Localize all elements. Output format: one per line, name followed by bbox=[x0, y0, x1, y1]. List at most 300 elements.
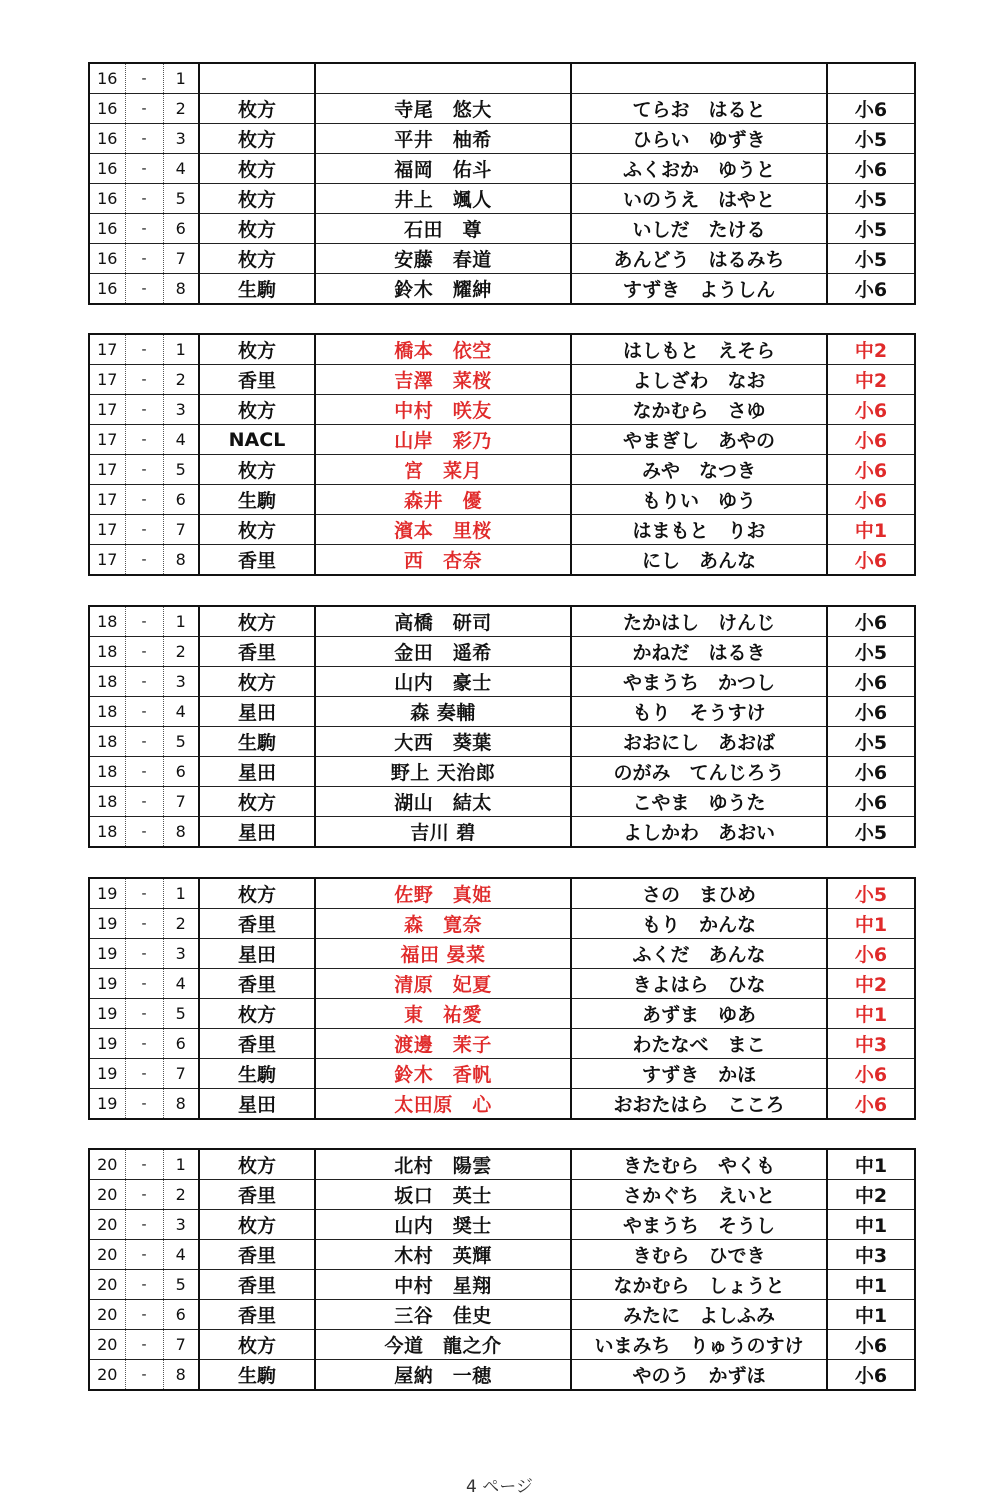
dash-cell: - bbox=[125, 939, 163, 969]
dash-cell: - bbox=[125, 667, 163, 697]
grade-cell: 小5 bbox=[827, 637, 915, 667]
name-cell: 平井 柚希 bbox=[315, 124, 571, 154]
team-cell bbox=[199, 63, 315, 94]
dash-cell: - bbox=[125, 244, 163, 274]
lane-number-cell: 2 bbox=[163, 909, 199, 939]
name-cell: 中村 咲友 bbox=[315, 395, 571, 425]
team-cell: 生駒 bbox=[199, 727, 315, 757]
table-row bbox=[89, 1089, 915, 1120]
heat-number-cell: 17 bbox=[89, 365, 125, 395]
table-row bbox=[89, 334, 915, 365]
team-cell: 枚方 bbox=[199, 94, 315, 124]
name-cell: 坂口 英士 bbox=[315, 1180, 571, 1210]
kana-cell: もりい ゆう bbox=[571, 485, 827, 515]
kana-cell: やまうち そうし bbox=[571, 1210, 827, 1240]
grade-cell: 小5 bbox=[827, 214, 915, 244]
name-cell: 山内 奨士 bbox=[315, 1210, 571, 1240]
kana-cell: いしだ たける bbox=[571, 214, 827, 244]
heat-number-cell: 16 bbox=[89, 244, 125, 274]
kana-cell: なかむら しょうと bbox=[571, 1270, 827, 1300]
kana-cell: やのう かずほ bbox=[571, 1360, 827, 1391]
grade-cell: 小5 bbox=[827, 184, 915, 214]
heat-number-cell: 16 bbox=[89, 94, 125, 124]
team-cell: 香里 bbox=[199, 365, 315, 395]
lane-number-cell: 7 bbox=[163, 787, 199, 817]
dash-cell: - bbox=[125, 1059, 163, 1089]
heat-number-cell: 17 bbox=[89, 545, 125, 576]
team-cell: 香里 bbox=[199, 1180, 315, 1210]
name-cell: 大西 葵葉 bbox=[315, 727, 571, 757]
grade-cell: 小6 bbox=[827, 606, 915, 637]
heat-number-cell: 19 bbox=[89, 1059, 125, 1089]
table-row bbox=[89, 1330, 915, 1360]
heat-table-18 bbox=[88, 605, 916, 848]
team-cell: 生駒 bbox=[199, 1059, 315, 1089]
lane-number-cell: 1 bbox=[163, 63, 199, 94]
dash-cell: - bbox=[125, 999, 163, 1029]
lane-number-cell: 3 bbox=[163, 124, 199, 154]
lane-number-cell: 8 bbox=[163, 274, 199, 305]
dash-cell: - bbox=[125, 1210, 163, 1240]
heat-number-cell: 17 bbox=[89, 425, 125, 455]
name-cell: 福岡 佑斗 bbox=[315, 154, 571, 184]
kana-cell: すずき ようしん bbox=[571, 274, 827, 305]
heat-number-cell: 18 bbox=[89, 757, 125, 787]
table-row bbox=[89, 817, 915, 848]
name-cell: 安藤 春道 bbox=[315, 244, 571, 274]
grade-cell: 中1 bbox=[827, 909, 915, 939]
team-cell: 香里 bbox=[199, 1270, 315, 1300]
team-cell: 星田 bbox=[199, 757, 315, 787]
lane-number-cell: 3 bbox=[163, 667, 199, 697]
team-cell: 枚方 bbox=[199, 787, 315, 817]
team-cell: 枚方 bbox=[199, 515, 315, 545]
kana-cell: はまもと りお bbox=[571, 515, 827, 545]
grade-cell: 小6 bbox=[827, 757, 915, 787]
dash-cell: - bbox=[125, 1270, 163, 1300]
dash-cell: - bbox=[125, 1300, 163, 1330]
kana-cell: たかはし けんじ bbox=[571, 606, 827, 637]
grade-cell: 小6 bbox=[827, 485, 915, 515]
heat-number-cell: 20 bbox=[89, 1300, 125, 1330]
name-cell: 吉川 碧 bbox=[315, 817, 571, 848]
lane-number-cell: 5 bbox=[163, 455, 199, 485]
table-row bbox=[89, 757, 915, 787]
table-row bbox=[89, 365, 915, 395]
dash-cell: - bbox=[125, 727, 163, 757]
name-cell: 野上 天治郎 bbox=[315, 757, 571, 787]
name-cell: 渡邊 茉子 bbox=[315, 1029, 571, 1059]
heat-number-cell: 17 bbox=[89, 395, 125, 425]
heat-table-17 bbox=[88, 333, 916, 576]
name-cell: 宮 菜月 bbox=[315, 455, 571, 485]
table-row bbox=[89, 1270, 915, 1300]
heat-number-cell: 19 bbox=[89, 939, 125, 969]
lane-number-cell: 3 bbox=[163, 1210, 199, 1240]
lane-number-cell: 2 bbox=[163, 1180, 199, 1210]
name-cell: 井上 颯人 bbox=[315, 184, 571, 214]
team-cell: 香里 bbox=[199, 545, 315, 576]
heat-number-cell: 16 bbox=[89, 274, 125, 305]
lane-number-cell: 7 bbox=[163, 1330, 199, 1360]
team-cell: 星田 bbox=[199, 1089, 315, 1120]
kana-cell: きむら ひでき bbox=[571, 1240, 827, 1270]
kana-cell: なかむら さゆ bbox=[571, 395, 827, 425]
team-cell: 星田 bbox=[199, 817, 315, 848]
heat-number-cell: 17 bbox=[89, 455, 125, 485]
heat-number-cell: 18 bbox=[89, 606, 125, 637]
heat-table-20 bbox=[88, 1148, 916, 1391]
kana-cell: やまうち かつし bbox=[571, 667, 827, 697]
kana-cell: みや なつき bbox=[571, 455, 827, 485]
lane-number-cell: 5 bbox=[163, 184, 199, 214]
dash-cell: - bbox=[125, 1029, 163, 1059]
grade-cell: 小6 bbox=[827, 274, 915, 305]
team-cell: 香里 bbox=[199, 1029, 315, 1059]
kana-cell: ふくおか ゆうと bbox=[571, 154, 827, 184]
table-row bbox=[89, 787, 915, 817]
dash-cell: - bbox=[125, 154, 163, 184]
lane-number-cell: 6 bbox=[163, 485, 199, 515]
lane-number-cell: 4 bbox=[163, 425, 199, 455]
grade-cell: 小6 bbox=[827, 94, 915, 124]
table-row bbox=[89, 1210, 915, 1240]
lane-number-cell: 8 bbox=[163, 1360, 199, 1391]
kana-cell: よしざわ なお bbox=[571, 365, 827, 395]
table-row bbox=[89, 1059, 915, 1089]
team-cell: 香里 bbox=[199, 1240, 315, 1270]
table-row bbox=[89, 94, 915, 124]
team-cell: 枚方 bbox=[199, 1149, 315, 1180]
team-cell: 生駒 bbox=[199, 274, 315, 305]
grade-cell: 小6 bbox=[827, 1089, 915, 1120]
name-cell: 湖山 結太 bbox=[315, 787, 571, 817]
dash-cell: - bbox=[125, 214, 163, 244]
dash-cell: - bbox=[125, 909, 163, 939]
heat-number-cell: 18 bbox=[89, 697, 125, 727]
lane-number-cell: 8 bbox=[163, 817, 199, 848]
grade-cell: 中2 bbox=[827, 334, 915, 365]
lane-number-cell: 7 bbox=[163, 1059, 199, 1089]
lane-number-cell: 6 bbox=[163, 1300, 199, 1330]
grade-cell: 小6 bbox=[827, 1059, 915, 1089]
heat-number-cell: 20 bbox=[89, 1240, 125, 1270]
heat-number-cell: 19 bbox=[89, 1089, 125, 1120]
heat-number-cell: 20 bbox=[89, 1360, 125, 1391]
kana-cell: やまぎし あやの bbox=[571, 425, 827, 455]
lane-number-cell: 1 bbox=[163, 334, 199, 365]
kana-cell: ひらい ゆずき bbox=[571, 124, 827, 154]
grade-cell: 中1 bbox=[827, 1270, 915, 1300]
table-row bbox=[89, 154, 915, 184]
kana-cell: わたなべ まこ bbox=[571, 1029, 827, 1059]
table-row bbox=[89, 214, 915, 244]
dash-cell: - bbox=[125, 697, 163, 727]
table-row bbox=[89, 455, 915, 485]
kana-cell: ふくだ あんな bbox=[571, 939, 827, 969]
dash-cell: - bbox=[125, 878, 163, 909]
table-row bbox=[89, 515, 915, 545]
grade-cell: 小6 bbox=[827, 545, 915, 576]
dash-cell: - bbox=[125, 606, 163, 637]
heat-number-cell: 17 bbox=[89, 515, 125, 545]
grade-cell: 中1 bbox=[827, 1149, 915, 1180]
team-cell: 枚方 bbox=[199, 154, 315, 184]
dash-cell: - bbox=[125, 515, 163, 545]
kana-cell: すずき かほ bbox=[571, 1059, 827, 1089]
table-row bbox=[89, 63, 915, 94]
name-cell: 石田 尊 bbox=[315, 214, 571, 244]
name-cell: 東 祐愛 bbox=[315, 999, 571, 1029]
dash-cell: - bbox=[125, 334, 163, 365]
team-cell: 枚方 bbox=[199, 124, 315, 154]
dash-cell: - bbox=[125, 184, 163, 214]
heat-number-cell: 19 bbox=[89, 909, 125, 939]
name-cell: 屋納 一穂 bbox=[315, 1360, 571, 1391]
name-cell: 清原 妃夏 bbox=[315, 969, 571, 999]
heat-number-cell: 16 bbox=[89, 124, 125, 154]
kana-cell: よしかわ あおい bbox=[571, 817, 827, 848]
lane-number-cell: 2 bbox=[163, 637, 199, 667]
grade-cell: 小6 bbox=[827, 939, 915, 969]
heat-number-cell: 18 bbox=[89, 787, 125, 817]
name-cell: 山内 豪士 bbox=[315, 667, 571, 697]
name-cell: 福田 晏菜 bbox=[315, 939, 571, 969]
table-row bbox=[89, 485, 915, 515]
lane-number-cell: 6 bbox=[163, 214, 199, 244]
table-row bbox=[89, 545, 915, 576]
dash-cell: - bbox=[125, 817, 163, 848]
team-cell: 枚方 bbox=[199, 455, 315, 485]
heat-number-cell: 20 bbox=[89, 1210, 125, 1240]
kana-cell: かねだ はるき bbox=[571, 637, 827, 667]
name-cell: 高橋 研司 bbox=[315, 606, 571, 637]
name-cell: 西 杏奈 bbox=[315, 545, 571, 576]
table-row bbox=[89, 939, 915, 969]
grade-cell: 中2 bbox=[827, 969, 915, 999]
heat-number-cell: 19 bbox=[89, 1029, 125, 1059]
name-cell: 金田 遥希 bbox=[315, 637, 571, 667]
table-row bbox=[89, 909, 915, 939]
heat-number-cell: 20 bbox=[89, 1270, 125, 1300]
heat-number-cell: 20 bbox=[89, 1330, 125, 1360]
name-cell: 吉澤 菜桜 bbox=[315, 365, 571, 395]
kana-cell: もり そうすけ bbox=[571, 697, 827, 727]
heat-table-16 bbox=[88, 62, 916, 305]
dash-cell: - bbox=[125, 124, 163, 154]
lane-number-cell: 7 bbox=[163, 515, 199, 545]
lane-number-cell: 5 bbox=[163, 727, 199, 757]
team-cell: 生駒 bbox=[199, 485, 315, 515]
name-cell: 太田原 心 bbox=[315, 1089, 571, 1120]
heat-number-cell: 19 bbox=[89, 969, 125, 999]
name-cell: 北村 陽雲 bbox=[315, 1149, 571, 1180]
kana-cell: さかぐち えいと bbox=[571, 1180, 827, 1210]
name-cell: 鈴木 香帆 bbox=[315, 1059, 571, 1089]
table-row bbox=[89, 1360, 915, 1391]
grade-cell: 小6 bbox=[827, 1360, 915, 1391]
dash-cell: - bbox=[125, 63, 163, 94]
heat-number-cell: 17 bbox=[89, 485, 125, 515]
dash-cell: - bbox=[125, 485, 163, 515]
grade-cell: 中1 bbox=[827, 999, 915, 1029]
heat-number-cell: 18 bbox=[89, 817, 125, 848]
name-cell: 鈴木 耀紳 bbox=[315, 274, 571, 305]
kana-cell: きたむら やくも bbox=[571, 1149, 827, 1180]
grade-cell: 小5 bbox=[827, 878, 915, 909]
kana-cell: みたに よしふみ bbox=[571, 1300, 827, 1330]
team-cell: 生駒 bbox=[199, 1360, 315, 1391]
team-cell: 枚方 bbox=[199, 667, 315, 697]
heat-number-cell: 19 bbox=[89, 878, 125, 909]
dash-cell: - bbox=[125, 787, 163, 817]
heat-table-19 bbox=[88, 877, 916, 1120]
name-cell: 森井 優 bbox=[315, 485, 571, 515]
kana-cell: いまみち りゅうのすけ bbox=[571, 1330, 827, 1360]
dash-cell: - bbox=[125, 1330, 163, 1360]
dash-cell: - bbox=[125, 1240, 163, 1270]
dash-cell: - bbox=[125, 425, 163, 455]
team-cell: 枚方 bbox=[199, 395, 315, 425]
dash-cell: - bbox=[125, 1360, 163, 1391]
dash-cell: - bbox=[125, 637, 163, 667]
lane-number-cell: 2 bbox=[163, 94, 199, 124]
kana-cell: きよはら ひな bbox=[571, 969, 827, 999]
name-cell: 濱本 里桜 bbox=[315, 515, 571, 545]
kana-cell: あずま ゆあ bbox=[571, 999, 827, 1029]
grade-cell: 小6 bbox=[827, 154, 915, 184]
grade-cell: 中2 bbox=[827, 1180, 915, 1210]
lane-number-cell: 1 bbox=[163, 606, 199, 637]
name-cell: 今道 龍之介 bbox=[315, 1330, 571, 1360]
dash-cell: - bbox=[125, 365, 163, 395]
grade-cell: 小6 bbox=[827, 787, 915, 817]
table-row bbox=[89, 727, 915, 757]
name-cell bbox=[315, 63, 571, 94]
heat-number-cell: 16 bbox=[89, 214, 125, 244]
kana-cell: こやま ゆうた bbox=[571, 787, 827, 817]
table-row bbox=[89, 1149, 915, 1180]
kana-cell: おおにし あおば bbox=[571, 727, 827, 757]
team-cell: 枚方 bbox=[199, 184, 315, 214]
kana-cell: のがみ てんじろう bbox=[571, 757, 827, 787]
grade-cell: 中1 bbox=[827, 1300, 915, 1330]
grade-cell: 中1 bbox=[827, 515, 915, 545]
kana-cell: もり かんな bbox=[571, 909, 827, 939]
heat-number-cell: 16 bbox=[89, 154, 125, 184]
grade-cell: 小6 bbox=[827, 697, 915, 727]
team-cell: 星田 bbox=[199, 939, 315, 969]
grade-cell: 小5 bbox=[827, 124, 915, 154]
table-row bbox=[89, 425, 915, 455]
team-cell: 枚方 bbox=[199, 1210, 315, 1240]
team-cell: 枚方 bbox=[199, 878, 315, 909]
grade-cell: 小6 bbox=[827, 395, 915, 425]
heat-number-cell: 18 bbox=[89, 667, 125, 697]
lane-number-cell: 5 bbox=[163, 999, 199, 1029]
dash-cell: - bbox=[125, 455, 163, 485]
team-cell: 枚方 bbox=[199, 244, 315, 274]
heat-number-cell: 17 bbox=[89, 334, 125, 365]
lane-number-cell: 8 bbox=[163, 545, 199, 576]
table-row bbox=[89, 184, 915, 214]
lane-number-cell: 4 bbox=[163, 154, 199, 184]
dash-cell: - bbox=[125, 1089, 163, 1120]
grade-cell: 中2 bbox=[827, 365, 915, 395]
lane-number-cell: 4 bbox=[163, 697, 199, 727]
kana-cell: いのうえ はやと bbox=[571, 184, 827, 214]
name-cell: 森 寛奈 bbox=[315, 909, 571, 939]
grade-cell: 中3 bbox=[827, 1029, 915, 1059]
grade-cell: 中1 bbox=[827, 1210, 915, 1240]
heat-number-cell: 18 bbox=[89, 637, 125, 667]
lane-number-cell: 2 bbox=[163, 365, 199, 395]
table-row bbox=[89, 395, 915, 425]
team-cell: 星田 bbox=[199, 697, 315, 727]
grade-cell: 小6 bbox=[827, 667, 915, 697]
dash-cell: - bbox=[125, 545, 163, 576]
lane-number-cell: 7 bbox=[163, 244, 199, 274]
dash-cell: - bbox=[125, 1180, 163, 1210]
grade-cell bbox=[827, 63, 915, 94]
team-cell: 枚方 bbox=[199, 1330, 315, 1360]
kana-cell: にし あんな bbox=[571, 545, 827, 576]
team-cell: 枚方 bbox=[199, 334, 315, 365]
page-number: 4 ページ bbox=[466, 1477, 533, 1497]
name-cell: 三谷 佳史 bbox=[315, 1300, 571, 1330]
grade-cell: 小6 bbox=[827, 455, 915, 485]
table-row bbox=[89, 124, 915, 154]
table-row bbox=[89, 999, 915, 1029]
kana-cell: はしもと えそら bbox=[571, 334, 827, 365]
kana-cell bbox=[571, 63, 827, 94]
grade-cell: 小6 bbox=[827, 1330, 915, 1360]
table-row bbox=[89, 606, 915, 637]
kana-cell: おおたはら こころ bbox=[571, 1089, 827, 1120]
heat-number-cell: 20 bbox=[89, 1149, 125, 1180]
name-cell: 佐野 真姫 bbox=[315, 878, 571, 909]
table-row bbox=[89, 274, 915, 305]
dash-cell: - bbox=[125, 1149, 163, 1180]
kana-cell: さの まひめ bbox=[571, 878, 827, 909]
heat-number-cell: 18 bbox=[89, 727, 125, 757]
lane-number-cell: 6 bbox=[163, 1029, 199, 1059]
table-row bbox=[89, 637, 915, 667]
dash-cell: - bbox=[125, 94, 163, 124]
team-cell: 枚方 bbox=[199, 214, 315, 244]
name-cell: 中村 星翔 bbox=[315, 1270, 571, 1300]
lane-number-cell: 3 bbox=[163, 939, 199, 969]
name-cell: 森 奏輔 bbox=[315, 697, 571, 727]
grade-cell: 小5 bbox=[827, 817, 915, 848]
dash-cell: - bbox=[125, 274, 163, 305]
table-row bbox=[89, 1180, 915, 1210]
dash-cell: - bbox=[125, 395, 163, 425]
team-cell: 香里 bbox=[199, 909, 315, 939]
heat-number-cell: 20 bbox=[89, 1180, 125, 1210]
team-cell: 香里 bbox=[199, 637, 315, 667]
lane-number-cell: 6 bbox=[163, 757, 199, 787]
team-cell: 枚方 bbox=[199, 606, 315, 637]
team-cell: 枚方 bbox=[199, 999, 315, 1029]
table-row bbox=[89, 1300, 915, 1330]
lane-number-cell: 1 bbox=[163, 878, 199, 909]
kana-cell: てらお はると bbox=[571, 94, 827, 124]
table-row bbox=[89, 697, 915, 727]
heat-number-cell: 19 bbox=[89, 999, 125, 1029]
grade-cell: 小5 bbox=[827, 727, 915, 757]
name-cell: 山岸 彩乃 bbox=[315, 425, 571, 455]
